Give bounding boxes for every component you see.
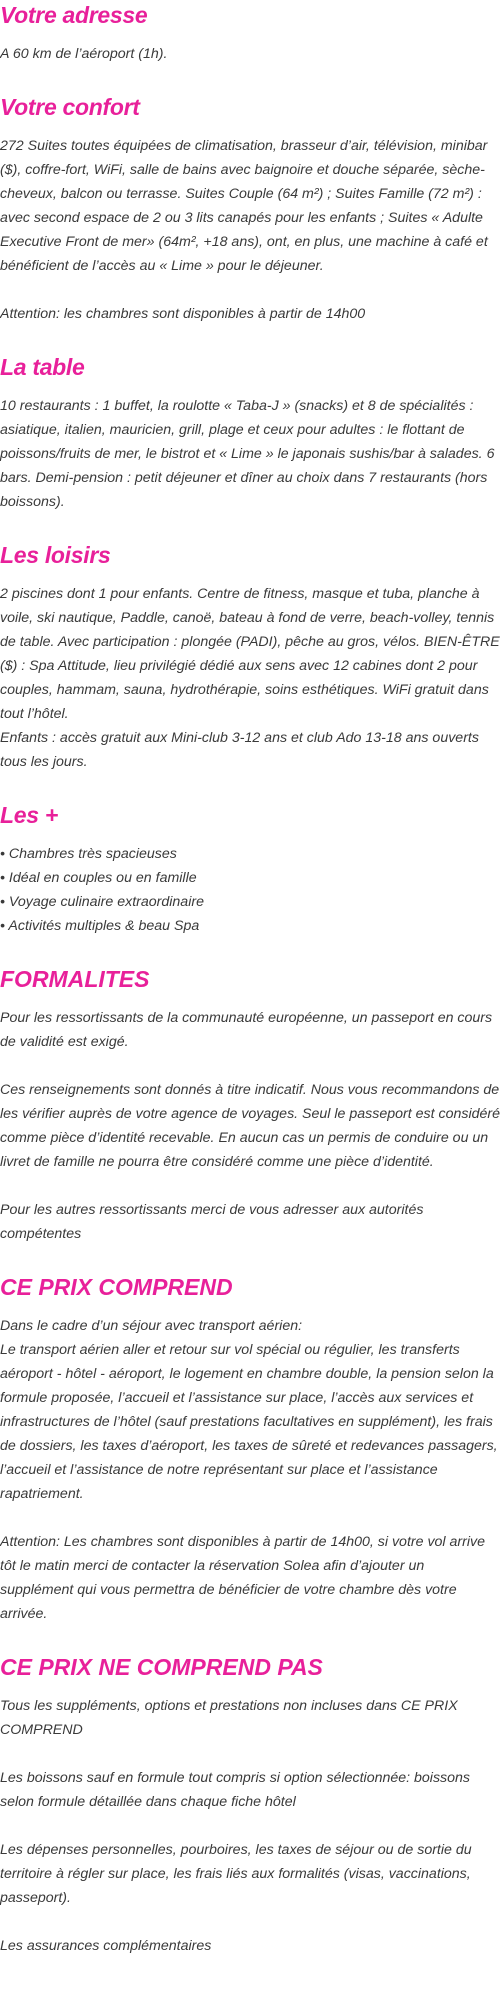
list-item: • Idéal en couples ou en famille	[0, 870, 197, 886]
table-text: 10 restaurants : 1 buffet, la roulotte « Taba-J » (snacks) et 8 de spécialités : asiatique, italien, mauricien, grill, plage et ceux pour adultes : le flottant de poissons/fruits de mer, le bistrot et « Lime » le japonais sushis/bar à salades. 6 bars. Demi-pension : petit déjeuner et dîner au choix dans 7 restaurants (hors boissons).	[0, 398, 495, 510]
section-title-formalites: FORMALITES	[0, 966, 150, 992]
confort-text: 272 Suites toutes équipées de climatisation, brasseur d’air, télévision, minibar ($), coffre-fort, WiFi, salle de bains avec baignoire et douche séparée, sèche-cheveux, balcon ou terrasse. Suites Couple (64 m²) ; Suites Famille (72 m²) : avec second espace de 2 ou 3 lits canapés pour les enfants ; Suites « Adulte Executive Front de mer» (64m², +18 ans), ont, en plus, une machine à café et bénéficient de l’accès au « Lime » pour le déjeuner.	[0, 138, 488, 274]
formalites-text-1: Pour les ressortissants de la communauté européenne, un passeport en cours de validité est exigé.	[0, 1010, 493, 1050]
section-table	[0, 352, 500, 514]
comprend-intro: Dans le cadre d’un séjour avec transport aérien:	[0, 1318, 303, 1334]
section-prix-ne-comprend-pas	[0, 1652, 500, 1958]
comprend-text: Le transport aérien aller et retour sur vol spécial ou régulier, les transferts aéroport - hôtel - aéroport, le logement en chambre double, la pension selon la formule proposée, l’accueil et l’assistance sur place, l’accès aux services et infrastructures de l’hôtel (sauf prestations facultatives en supplément), les frais de dossiers, les taxes d’aéroport, les taxes de sûreté et redevances passagers, l’accueil et l’assistance de notre représentant sur place et l’assistance rapatriement.	[0, 1342, 498, 1502]
comprend-attention: Attention: Les chambres sont disponibles à partir de 14h00, si votre vol arrive tôt le matin merci de contacter la réservation Solea afin d’ajouter un supplément qui vous permettra de bénéficier de votre chambre dès votre arrivée.	[0, 1534, 486, 1622]
section-title-table: La table	[0, 354, 85, 380]
list-item: • Voyage culinaire extraordinaire	[0, 894, 204, 910]
section-plus	[0, 800, 500, 938]
list-item: • Activités multiples & beau Spa	[0, 918, 200, 934]
section-title-prix-ne-comprend-pas: CE PRIX NE COMPREND PAS	[0, 1654, 323, 1680]
formalites-text-2: Ces renseignements sont donnés à titre indicatif. Nous vous recommandons de les vérifier auprès de votre agence de voyages. Seul le passeport est considéré comme pièce d’identité recevable. En aucun cas un permis de conduire ou un livret de famille ne pourra être considéré comme une pièce d’identité.	[0, 1082, 500, 1170]
section-title-plus: Les +	[0, 802, 58, 828]
loisirs-text: 2 piscines dont 1 pour enfants. Centre de fitness, masque et tuba, planche à voile, ski nautique, Paddle, canoë, bateau à fond de verre, beach-volley, tennis de table. Avec participation : plongée (PADI), pêche au gros, vélos. BIEN-ÊTRE ($) : Spa Attitude, lieu privilégié dédié aux sens avec 12 cabines dont 2 pour couples, hammam, sauna, hydrothérapie, soins esthétiques. WiFi gratuit dans tout l’hôtel.	[0, 586, 500, 722]
section-loisirs	[0, 540, 500, 774]
ne-comprend-text-4: Les assurances complémentaires	[0, 1938, 212, 1954]
section-formalites	[0, 964, 500, 1246]
section-adresse	[0, 0, 500, 66]
section-title-confort: Votre confort	[0, 94, 140, 120]
section-title-loisirs: Les loisirs	[0, 542, 111, 568]
section-title-prix-comprend: CE PRIX COMPREND	[0, 1274, 233, 1300]
list-item: • Chambres très spacieuses	[0, 846, 177, 862]
confort-attention: Attention: les chambres sont disponibles à partir de 14h00	[0, 306, 366, 322]
section-title-adresse: Votre adresse	[0, 2, 148, 28]
ne-comprend-text-2: Les boissons sauf en formule tout compris si option sélectionnée: boissons selon formule détaillée dans chaque fiche hôtel	[0, 1770, 471, 1810]
formalites-text-3: Pour les autres ressortissants merci de vous adresser aux autorités compétentes	[0, 1202, 424, 1242]
ne-comprend-text-1: Tous les suppléments, options et prestations non incluses dans CE PRIX COMPREND	[0, 1698, 458, 1738]
loisirs-enfants: Enfants : accès gratuit aux Mini-club 3-12 ans et club Ado 13-18 ans ouverts tous les jours.	[0, 730, 479, 770]
section-prix-comprend	[0, 1272, 500, 1626]
section-confort	[0, 92, 500, 326]
plus-list	[0, 842, 500, 938]
ne-comprend-text-3: Les dépenses personnelles, pourboires, les taxes de séjour ou de sortie du territoire à régler sur place, les frais liés aux formalités (visas, vaccinations, passeport).	[0, 1842, 472, 1906]
adresse-text: A 60 km de l’aéroport (1h).	[0, 46, 168, 62]
